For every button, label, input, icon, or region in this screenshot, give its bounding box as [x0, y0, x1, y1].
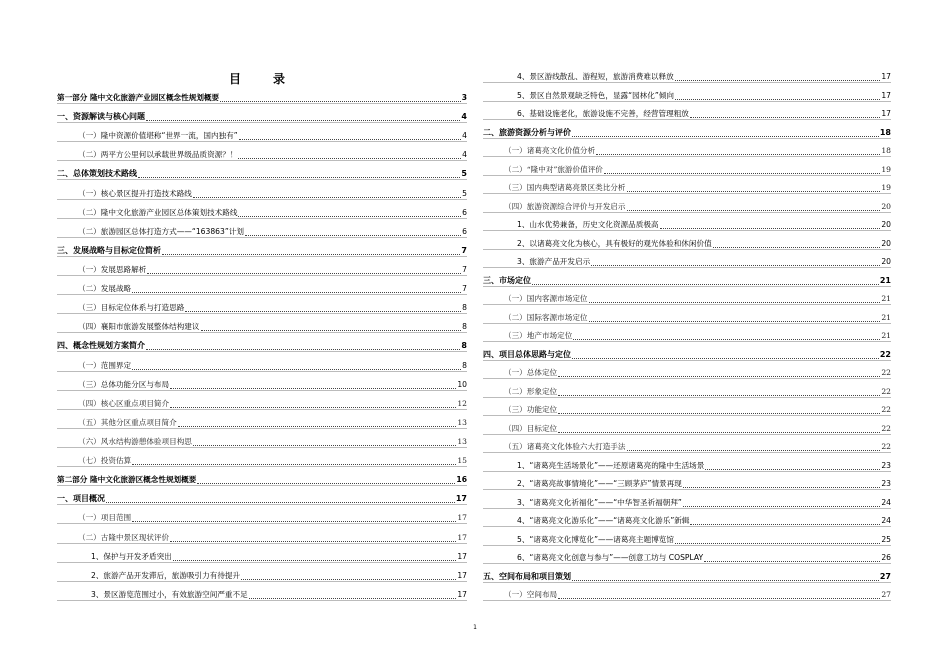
- toc-entry-title: 第一部分 隆中文化旅游产业园区概念性规划概要: [57, 93, 220, 102]
- toc-leader-dots: [147, 265, 461, 274]
- toc-entry-page: 8: [462, 360, 467, 370]
- toc-entry[interactable]: [57, 226, 467, 238]
- toc-entry[interactable]: [57, 493, 467, 505]
- toc-entry-title: （一）总体定位: [504, 368, 558, 377]
- toc-entry-page: 17: [457, 513, 467, 523]
- toc-leader-dots: [220, 93, 461, 102]
- toc-entry[interactable]: [57, 302, 467, 314]
- toc-entry[interactable]: [57, 589, 467, 601]
- toc-leader-dots: [572, 128, 879, 137]
- toc-leader-dots: [532, 276, 879, 285]
- toc-entry-title: （二）隆中文化旅游产业园区总体策划技术路线: [78, 207, 238, 217]
- toc-entry[interactable]: [483, 441, 891, 453]
- toc-leader-dots: [170, 380, 456, 389]
- toc-entry[interactable]: [483, 367, 891, 379]
- toc-entry[interactable]: [483, 478, 891, 490]
- toc-leader-dots: [572, 350, 879, 359]
- toc-entry-title: 1、保护与开发矛盾突出: [91, 551, 172, 561]
- toc-entry-page: 20: [881, 257, 891, 266]
- toc-entry[interactable]: [57, 417, 467, 429]
- toc-entry-page: 6: [462, 207, 467, 217]
- toc-entry-title: （二）国际客源市场定位: [504, 312, 588, 322]
- toc-entry[interactable]: [57, 532, 467, 544]
- toc-leader-dots: [241, 571, 456, 580]
- toc-entry-page: 7: [462, 284, 467, 294]
- toc-entry[interactable]: [483, 404, 891, 416]
- toc-leader-dots: [627, 442, 881, 451]
- toc-entry[interactable]: [483, 293, 891, 305]
- toc-leader-dots: [660, 220, 881, 229]
- toc-entry-title: （四）目标定位: [504, 423, 558, 433]
- toc-entry-page: 24: [881, 497, 891, 507]
- toc-entry-page: 7: [462, 264, 467, 274]
- toc-leader-dots: [106, 494, 455, 503]
- toc-title: 目 录: [228, 72, 295, 86]
- toc-entry-title: （一）发展思路解析: [78, 264, 147, 274]
- toc-entry-page: 12: [457, 398, 467, 408]
- toc-leader-dots: [178, 418, 457, 427]
- toc-entry-title: （一）核心景区提升打造技术路线: [78, 188, 192, 198]
- toc-entry[interactable]: [57, 264, 467, 276]
- toc-entry-page: 6: [462, 226, 467, 236]
- toc-entry-title: （三）功能定位: [504, 405, 558, 414]
- toc-leader-dots: [239, 131, 461, 140]
- toc-right-column: [483, 71, 891, 601]
- toc-entry-page: 23: [881, 460, 891, 470]
- toc-leader-dots: [170, 399, 456, 408]
- toc-entry[interactable]: [483, 515, 891, 527]
- toc-leader-dots: [558, 405, 880, 414]
- toc-entry[interactable]: [57, 245, 467, 257]
- toc-entry-title: 6、“诸葛亮文化创意与参与”——创意工坊与 COSPLAY: [517, 553, 704, 562]
- toc-entry[interactable]: [57, 130, 467, 142]
- toc-entry-page: 4: [462, 131, 467, 141]
- toc-entry-page: 18: [881, 146, 891, 155]
- toc-entry-page: 8: [461, 341, 467, 351]
- toc-entry-title: （一）隆中资源价值堪称“世界一流，国内独有”: [78, 131, 238, 141]
- toc-entry[interactable]: [483, 571, 891, 583]
- toc-entry-title: 第二部分 隆中文化旅游区概念性规划概要: [57, 475, 197, 485]
- toc-leader-dots: [238, 208, 461, 217]
- toc-entry-page: 17: [881, 109, 891, 118]
- toc-entry-page: 22: [881, 405, 891, 414]
- toc-entry[interactable]: [483, 145, 891, 157]
- toc-entry-title: 三、市场定位: [483, 275, 531, 285]
- toc-entry-page: 20: [881, 201, 891, 211]
- toc-leader-dots: [173, 552, 457, 561]
- toc-leader-dots: [683, 479, 880, 488]
- toc-entry[interactable]: [57, 551, 467, 563]
- toc-entry-page: 5: [462, 188, 467, 198]
- toc-entry-title: 5、景区自然景观缺乏特色，显露“园林化”倾向: [517, 90, 674, 100]
- toc-entry-page: 16: [456, 475, 467, 485]
- toc-entry-title: 一、资源解读与核心问题: [57, 112, 145, 122]
- toc-leader-dots: [138, 169, 460, 178]
- toc-entry[interactable]: [57, 168, 467, 180]
- toc-entry-title: 2、旅游产品开发滞后，旅游吸引力有待提升: [91, 570, 241, 580]
- toc-entry-page: 4: [462, 150, 467, 160]
- toc-entry[interactable]: [483, 201, 891, 213]
- toc-entry-page: 17: [881, 72, 891, 81]
- toc-entry-title: （七）投资估算: [78, 456, 132, 466]
- toc-entry[interactable]: [483, 256, 891, 268]
- toc-entry-title: （四）核心区重点项目简介: [78, 398, 170, 408]
- toc-entry[interactable]: [483, 164, 891, 176]
- toc-entry-title: （二）旅游园区总体打造方式——“163863”计划: [78, 226, 244, 236]
- toc-entry-page: 21: [879, 275, 891, 285]
- toc-entry-page: 24: [881, 516, 891, 525]
- toc-entry-title: 4、“诸葛亮文化游乐化”——“诸葛亮文化游乐”新辑: [517, 516, 690, 525]
- toc-entry-page: 27: [881, 590, 891, 599]
- toc-entry-page: 17: [881, 90, 891, 100]
- toc-entry-page: 18: [879, 127, 891, 137]
- toc-entry-title: （三）地产市场定位: [504, 331, 573, 340]
- toc-leader-dots: [573, 331, 880, 340]
- toc-entry[interactable]: [483, 552, 891, 564]
- toc-leader-dots: [162, 246, 460, 255]
- toc-entry[interactable]: [483, 497, 891, 509]
- toc-entry[interactable]: [57, 360, 467, 372]
- toc-entry[interactable]: [57, 321, 467, 333]
- toc-entry-title: 三、发展战略与目标定位简析: [57, 245, 161, 255]
- toc-leader-dots: [558, 424, 880, 433]
- toc-entry-page: 17: [455, 494, 467, 504]
- toc-entry-title: 二、总体策划技术路线: [57, 169, 137, 179]
- toc-entry[interactable]: [57, 111, 467, 123]
- toc-entry-title: （一）国内客源市场定位: [504, 294, 588, 303]
- toc-entry-title: 4、景区游线散乱、游程短，旅游消费难以释放: [517, 72, 674, 81]
- toc-entry[interactable]: [57, 455, 467, 467]
- toc-entry[interactable]: [483, 71, 891, 83]
- toc-leader-dots: [185, 303, 461, 312]
- toc-entry-title: （四）旅游资源综合评价与开发启示: [504, 201, 626, 211]
- toc-entry-page: 21: [881, 294, 891, 303]
- toc-entry-page: 22: [881, 386, 891, 396]
- toc-entry-title: （三）国内典型诸葛亮景区类比分析: [504, 183, 626, 192]
- toc-leader-dots: [604, 165, 880, 174]
- toc-leader-dots: [627, 202, 881, 211]
- toc-leader-dots: [146, 341, 460, 350]
- toc-entry-title: 五、空间布局和项目策划: [483, 571, 571, 581]
- toc-leader-dots: [132, 284, 461, 293]
- toc-entry[interactable]: [57, 149, 467, 161]
- toc-entry-page: 26: [881, 553, 891, 562]
- toc-entry-page: 19: [881, 164, 891, 174]
- toc-entry-page: 21: [881, 331, 891, 340]
- toc-entry-title: （五）诸葛亮文化体验六大打造手法: [504, 442, 626, 451]
- toc-entry-page: 22: [881, 423, 891, 433]
- toc-leader-dots: [193, 189, 461, 198]
- toc-entry-page: 8: [462, 303, 467, 313]
- toc-leader-dots: [627, 183, 881, 192]
- toc-entry-title: 四、概念性规划方案简介: [57, 341, 145, 351]
- toc-entry-page: 10: [457, 379, 467, 389]
- toc-entry[interactable]: [483, 90, 891, 102]
- toc-entry-title: （二）古隆中景区现状评价: [78, 532, 170, 542]
- toc-leader-dots: [675, 72, 881, 81]
- toc-entry[interactable]: [483, 589, 891, 601]
- toc-leader-dots: [558, 368, 880, 377]
- toc-entry-title: （五）其他分区重点项目简介: [78, 417, 177, 427]
- toc-leader-dots: [197, 475, 455, 484]
- toc-entry-page: 23: [881, 479, 891, 488]
- page-number: 1: [473, 624, 477, 631]
- toc-leader-dots: [589, 313, 881, 322]
- toc-leader-dots: [249, 590, 457, 599]
- toc-entry[interactable]: [57, 207, 467, 219]
- toc-entry-title: 一、项目概况: [57, 494, 105, 504]
- toc-entry-title: 3、“诸葛亮文化祈福化”——“中华智圣祈福朝拜”: [517, 497, 682, 507]
- toc-entry-title: （二）“隆中对”旅游价值评价: [504, 164, 603, 174]
- toc-leader-dots: [705, 461, 880, 470]
- toc-entry-page: 22: [881, 442, 891, 451]
- toc-entry[interactable]: [483, 219, 891, 231]
- toc-entry-page: 4: [461, 112, 467, 122]
- toc-entry-page: 15: [457, 456, 467, 466]
- toc-entry-title: （一）空间布局: [504, 590, 558, 599]
- toc-entry-page: 19: [881, 183, 891, 192]
- toc-entry[interactable]: [483, 349, 891, 361]
- toc-leader-dots: [683, 498, 880, 507]
- toc-entry-title: 3、景区游览范围过小，有效旅游空间严重不足: [91, 589, 248, 599]
- toc-entry-title: 1、“诸葛亮生活场景化”——还原诸葛亮的隆中生活场景: [517, 460, 705, 470]
- toc-entry-title: 四、项目总体思路与定位: [483, 349, 571, 359]
- toc-entry[interactable]: [483, 330, 891, 342]
- toc-entry-page: 17: [457, 551, 467, 561]
- toc-entry[interactable]: [483, 460, 891, 472]
- toc-entry-title: 二、旅游资源分析与评价: [483, 127, 571, 137]
- toc-leader-dots: [132, 361, 461, 370]
- toc-leader-dots: [558, 387, 880, 396]
- toc-entry[interactable]: [483, 108, 891, 120]
- toc-leader-dots: [591, 257, 880, 266]
- toc-entry-title: （三）目标定位体系与打造思路: [78, 303, 185, 313]
- toc-entry-page: 17: [457, 589, 467, 599]
- toc-entry-page: 8: [462, 322, 467, 332]
- toc-entry[interactable]: [483, 127, 891, 139]
- toc-entry-page: 17: [457, 532, 467, 542]
- toc-leader-dots: [146, 112, 460, 121]
- toc-left-column: [57, 72, 467, 601]
- toc-entry[interactable]: [57, 188, 467, 200]
- toc-entry-page: 22: [879, 349, 891, 359]
- toc-entry-title: （二）两平方公里何以承载世界级品质资源？！: [78, 150, 238, 160]
- toc-entry[interactable]: [483, 312, 891, 324]
- toc-leader-dots: [675, 91, 880, 100]
- toc-entry-page: 17: [457, 570, 467, 580]
- toc-entry-title: （六）风水结构游憩体验项目构思: [78, 436, 192, 446]
- toc-leader-dots: [170, 533, 456, 542]
- toc-leader-dots: [713, 239, 881, 248]
- toc-entry-title: （二）形象定位: [504, 386, 558, 396]
- toc-leader-dots: [132, 513, 456, 522]
- toc-entry[interactable]: [483, 423, 891, 435]
- toc-entry-page: 20: [881, 220, 891, 229]
- toc-entry-title: （三）总体功能分区与布局: [78, 379, 170, 389]
- toc-entry-title: 2、以诸葛亮文化为核心，具有极好的观光体验和休闲价值: [517, 238, 712, 248]
- toc-leader-dots: [193, 437, 456, 446]
- toc-entry[interactable]: [57, 398, 467, 410]
- toc-entry[interactable]: [57, 570, 467, 582]
- toc-entry[interactable]: [483, 386, 891, 398]
- toc-entry-title: （一）范围界定: [78, 360, 132, 370]
- toc-entry-page: 27: [879, 571, 891, 581]
- toc-entry-title: （二）发展战略: [78, 284, 132, 294]
- toc-leader-dots: [245, 227, 461, 236]
- toc-entry[interactable]: [57, 512, 467, 524]
- toc-entry-title: 6、基础设施老化，旅游设施不完善，经营管理粗放: [517, 109, 689, 118]
- toc-leader-dots: [572, 572, 879, 581]
- toc-entry-page: 7: [461, 245, 467, 255]
- toc-entry-title: （四）襄阳市旅游发展整体结构建议: [78, 322, 200, 332]
- toc-leader-dots: [132, 456, 456, 465]
- toc-entry-page: 13: [457, 417, 467, 427]
- toc-leader-dots: [238, 150, 461, 159]
- toc-leader-dots: [690, 516, 880, 525]
- toc-entry-title: 1、山水优势兼备，历史文化资源品质极高: [517, 220, 659, 229]
- toc-entry-page: 25: [881, 534, 891, 544]
- toc-leader-dots: [589, 294, 881, 303]
- toc-entry-page: 3: [461, 93, 467, 102]
- toc-leader-dots: [201, 322, 462, 331]
- toc-entry[interactable]: [57, 92, 467, 104]
- toc-entry-page: 5: [461, 169, 467, 179]
- toc-entry[interactable]: [57, 379, 467, 391]
- toc-entry[interactable]: [57, 340, 467, 352]
- toc-entry-page: 21: [881, 312, 891, 322]
- toc-leader-dots: [675, 535, 880, 544]
- toc-entry[interactable]: [483, 275, 891, 287]
- toc-entry[interactable]: [57, 436, 467, 448]
- toc-leader-dots: [690, 109, 880, 118]
- toc-entry[interactable]: [57, 283, 467, 295]
- toc-entry[interactable]: [483, 238, 891, 250]
- toc-entry-page: 13: [457, 436, 467, 446]
- toc-leader-dots: [596, 146, 880, 155]
- toc-entry-page: 20: [881, 238, 891, 248]
- toc-entry-title: 3、旅游产品开发启示: [517, 257, 591, 266]
- toc-entry[interactable]: [483, 534, 891, 546]
- toc-entry-title: （一）诸葛亮文化价值分析: [504, 146, 596, 155]
- toc-entry[interactable]: [483, 182, 891, 194]
- toc-leader-dots: [704, 553, 880, 562]
- toc-entry[interactable]: [57, 474, 467, 486]
- toc-entry-title: 5、“诸葛亮文化博览化”——诸葛亮主题博览馆: [517, 534, 674, 544]
- toc-leader-dots: [558, 590, 880, 599]
- toc-entry-title: （一）项目范围: [78, 513, 132, 523]
- toc-entry-title: 2、“诸葛亮故事情境化”——“三顾茅庐”情景再现: [517, 479, 682, 488]
- toc-entry-page: 22: [881, 368, 891, 377]
